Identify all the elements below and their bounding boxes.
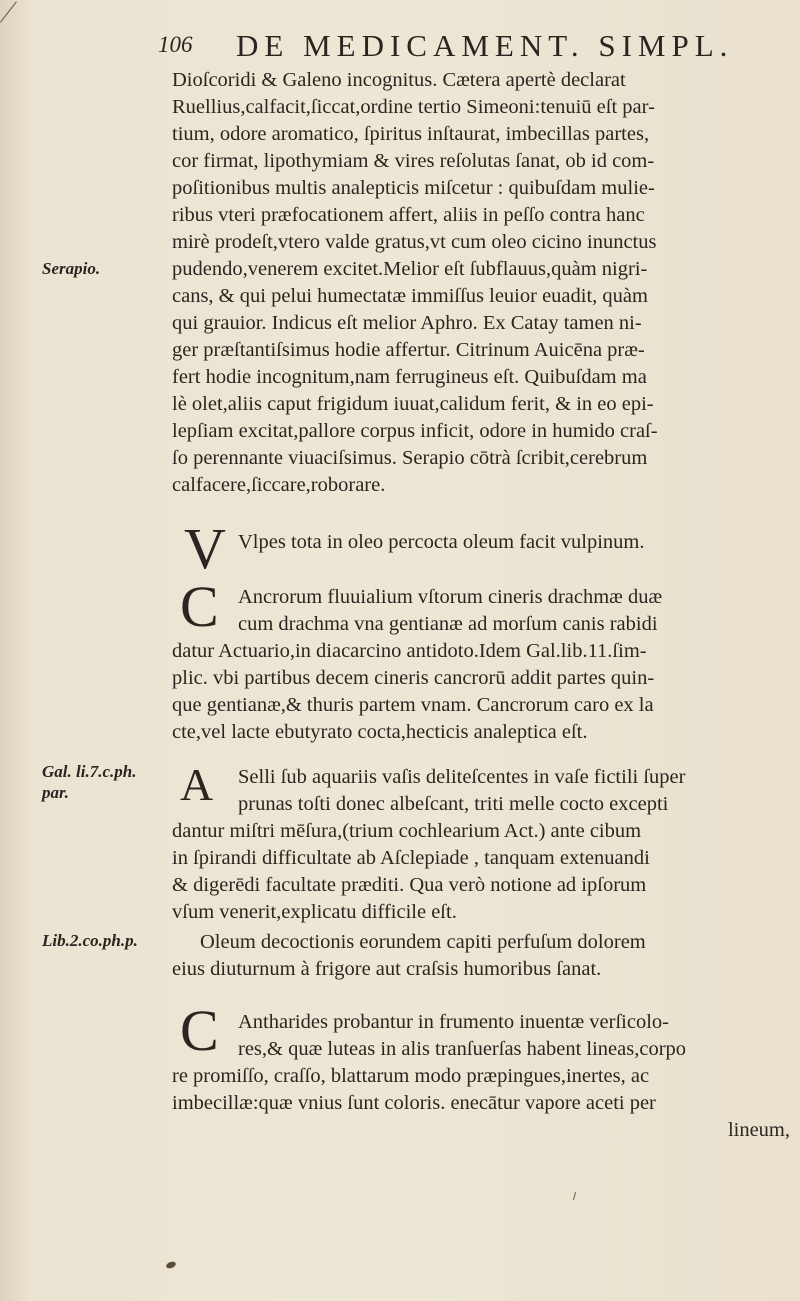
text-line: lineum, [727, 1119, 790, 1141]
margin-note-galen-ref-cont: par. [42, 783, 69, 802]
text-line: cor firmat, lipothymiam & vires reſolutas ſanat, ob id com- [172, 150, 655, 172]
text-line: re promiſſo, craſſo, blattarum modo præpingues,inertes, ac [172, 1065, 650, 1087]
text-line: vſum venerit,explicatu difficile eſt. [172, 901, 457, 923]
text-line: Selli ſub aquariis vaſis deliteſcentes in vaſe fictili ſuper [238, 766, 686, 788]
page-corner-mark [0, 2, 17, 23]
text-line: Oleum decoctionis eorundem capiti perfuſum dolorem [200, 931, 646, 953]
text-line: Dioſcoridi & Galeno incognitus. Cætera apertè declarat [172, 69, 626, 91]
text-line: tium, odore aromatico, ſpiritus inſtaurat, imbecillas partes, [172, 123, 650, 145]
text-line: ſo perennante viuaciſsimus. Serapio cōtrà ſcribit,cerebrum [172, 447, 648, 469]
text-line: fert hodie incognitum,nam ferrugineus eſt. Quibuſdam ma [172, 366, 647, 388]
text-line: plic. vbi partibus decem cineris cancrorū addit partes quin- [172, 667, 655, 689]
text-line: lè olet,aliis caput frigidum iuuat,calidum ferit, & in eo epi- [172, 393, 654, 415]
margin-note-book-ref: Lib.2.co.ph.p. [42, 931, 138, 950]
initial-letter-c: C [180, 574, 219, 639]
text-line: cte,vel lacte ebutyrato cocta,hecticis analeptica eſt. [172, 721, 588, 743]
text-line: res,& quæ luteas in alis tranſuerſas habent lineas,corpo [238, 1038, 687, 1060]
text-line: lepſiam excitat,pallore corpus inficit, odore in humido craſ- [172, 420, 658, 442]
text-line: eius diuturnum à frigore aut craſsis humoribus ſanat. [172, 958, 602, 980]
text-line: que gentianæ,& thuris partem vnam. Cancrorum caro ex la [172, 694, 654, 716]
page-header [158, 28, 798, 68]
margin-note-galen-ref: Gal. li.7.c.ph. [42, 762, 137, 781]
text-line: datur Actuario,in diacarcino antidoto.Idem Gal.lib.11.ſim- [172, 640, 647, 662]
text-line: poſitionibus multis analepticis miſcetur : quibuſdam mulie- [172, 177, 655, 199]
text-line: ribus vteri præfocationem affert, aliis in peſſo contra hanc [172, 204, 645, 226]
text-line: dantur miſtri mēſura,(trium cochlearium Act.) ante cibum [172, 820, 642, 842]
text-line: cans, & qui pelui humectatæ immiſſus leuior euadit, quàm [172, 285, 648, 307]
text-line: Vlpes tota in oleo percocta oleum facit vulpinum. [238, 531, 645, 553]
initial-letter-a: A [180, 759, 214, 810]
initial-letter-c: C [180, 998, 219, 1063]
text-line: Ancrorum fluuialium vſtorum cineris drachmæ duæ [238, 586, 663, 608]
text-line: pudendo,venerem excitet.Melior eſt ſubflauus,quàm nigri- [172, 258, 648, 280]
margin-note-serapio: Serapio. [42, 259, 101, 278]
text-line: imbecillæ:quæ vnius ſunt coloris. enecātur vapore aceti per [172, 1092, 656, 1114]
text-line: ger præſtantiſsimus hodie affertur. Citrinum Auicēna præ- [172, 339, 645, 361]
text-line: calfacere,ſiccare,roborare. [172, 474, 386, 496]
ink-smudge [165, 1260, 176, 1269]
initial-letter-v: V [184, 516, 226, 581]
text-line: qui grauior. Indicus eſt melior Aphro. Ex Catay tamen ni- [172, 312, 642, 334]
page-number: 106 [158, 32, 193, 57]
text-line: cum drachma vna gentianæ ad morſum canis rabidi [238, 613, 658, 635]
text-line: in ſpirandi difficultate ab Aſclepiade , tanquam extenuandi [172, 847, 650, 869]
text-line: prunas toſti donec albeſcant, triti melle cocto excepti [238, 793, 669, 815]
running-title: DE MEDICAMENT. SIMPL. [236, 28, 734, 63]
text-line: mirè prodeſt,vtero valde gratus,vt cum oleo cicino inunctus [172, 231, 657, 253]
text-line: Ruellius,calfacit,ſiccat,ordine tertio Simeoni:tenuiū eſt par- [172, 96, 655, 118]
ink-mark [573, 1192, 576, 1200]
text-line: Antharides probantur in frumento inuentæ verſicolo- [238, 1011, 669, 1033]
text-line: & digerēdi facultate præditi. Qua verò notione ad ipſorum [172, 874, 647, 896]
